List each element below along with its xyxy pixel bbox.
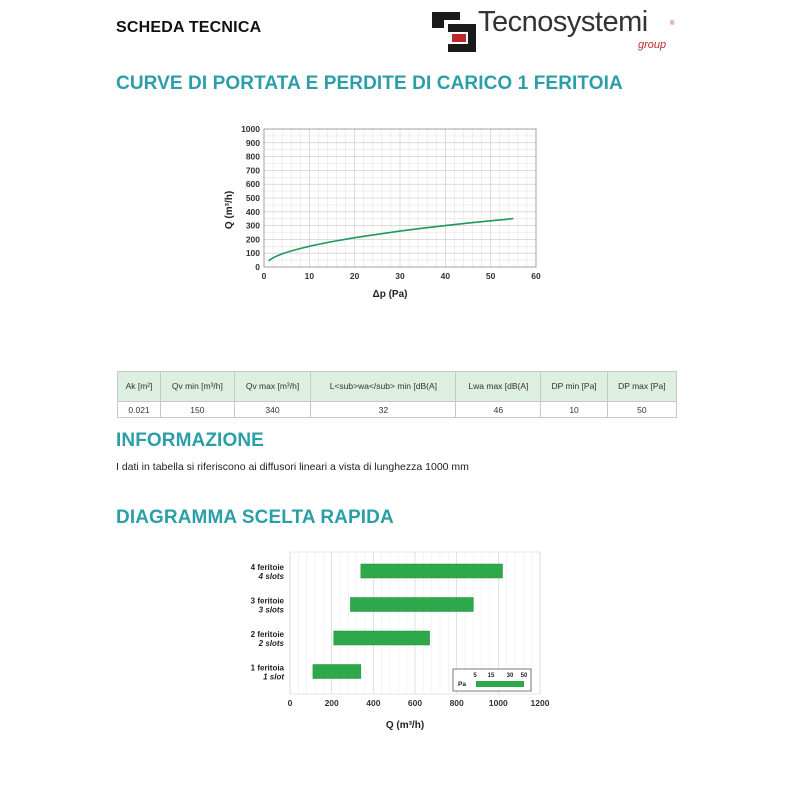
x-tick-label: 50 <box>485 271 496 281</box>
y-axis-label: Q (m³/h) <box>224 190 235 230</box>
y-tick-label: 700 <box>245 165 260 176</box>
document-label: SCHEDA TECNICA <box>116 19 262 36</box>
table-header-cell: DP min [Pa] <box>541 372 607 402</box>
range-bar <box>334 631 430 645</box>
category-label: 1 feritoia <box>250 663 284 673</box>
y-tick-label: 200 <box>245 234 260 245</box>
table-cell: 46 <box>456 402 541 418</box>
range-bar <box>350 598 473 612</box>
category-sublabel: 3 slots <box>258 605 284 615</box>
x-tick-label: 0 <box>261 271 267 281</box>
info-text: I dati in tabella si riferiscono ai diffusori lineari a vista di lunghezza 1000 mm <box>116 461 469 473</box>
brand-name: Tecnosystemi <box>478 6 648 38</box>
x-tick-label: 0 <box>287 698 293 708</box>
category-sublabel: 1 slot <box>263 672 284 682</box>
table-header-cell: Lwa max [dB(A] <box>456 372 541 402</box>
x-tick-label: 600 <box>407 698 423 708</box>
table-cell: 10 <box>541 402 607 418</box>
legend-tick-label: 15 <box>487 673 495 679</box>
x-tick-label: 800 <box>449 698 464 708</box>
category-label: 3 feritoie <box>250 596 284 606</box>
y-tick-label: 100 <box>245 248 260 259</box>
x-tick-label: 200 <box>324 698 339 708</box>
table-cell: 50 <box>607 402 676 418</box>
x-tick-label: 400 <box>366 698 381 708</box>
x-tick-label: 60 <box>531 271 541 281</box>
category-label: 2 feritoie <box>250 630 284 639</box>
table-header-cell: DP max [Pa] <box>607 372 676 402</box>
x-tick-label: 1200 <box>530 698 550 708</box>
legend-tick-label: 5 <box>473 673 477 679</box>
table-header-cell: Ak [m²] <box>118 372 161 402</box>
y-tick-label: 300 <box>245 220 260 231</box>
y-tick-label: 600 <box>245 179 260 190</box>
section-title-curves: CURVE DI PORTATA E PERDITE DI CARICO 1 FERITOIA <box>116 73 623 94</box>
category-sublabel: 2 slots <box>258 639 284 648</box>
quick-selection-chart <box>230 548 560 738</box>
y-tick-label: 1000 <box>241 124 260 134</box>
spec-table-header-row <box>118 372 677 402</box>
x-tick-label: 40 <box>440 271 451 281</box>
category-sublabel: 4 slots <box>258 572 284 581</box>
y-tick-label: 400 <box>245 206 260 217</box>
x-axis-label: Δp (Pa) <box>372 289 408 300</box>
legend-tick-label: 50 <box>520 673 528 679</box>
brand-group: group <box>638 39 667 51</box>
category-label: 4 feritoie <box>250 563 284 572</box>
table-cell: 340 <box>234 402 311 418</box>
range-bar <box>313 665 361 679</box>
section-title-info: INFORMAZIONE <box>116 430 264 451</box>
x-tick-label: 30 <box>395 271 405 281</box>
range-bar <box>361 564 503 578</box>
table-header-cell: Qv min [m³/h] <box>161 372 235 402</box>
table-header-cell: Qv max [m³/h] <box>234 372 311 402</box>
y-tick-label: 0 <box>255 262 260 272</box>
table-cell: 150 <box>161 402 235 418</box>
y-tick-label: 500 <box>245 193 260 203</box>
y-tick-label: 900 <box>245 137 260 148</box>
table-cell: 32 <box>311 402 456 418</box>
x-axis-label: Q (m³/h) <box>385 720 425 731</box>
x-tick-label: 10 <box>304 271 315 281</box>
table-row <box>118 402 677 418</box>
table-header-cell: L<sub>wa</sub> min [dB(A] <box>311 372 456 402</box>
x-tick-label: 1000 <box>488 698 508 708</box>
y-tick-label: 800 <box>245 151 260 162</box>
brand-registered-mark: ® <box>670 21 675 27</box>
spec-table <box>117 371 677 418</box>
legend-bar <box>476 681 524 687</box>
x-tick-label: 20 <box>349 271 360 281</box>
section-title-quick-chart: DIAGRAMMA SCELTA RAPIDA <box>116 507 394 528</box>
table-cell: 0.021 <box>118 402 161 418</box>
legend-unit: Pa <box>458 681 466 688</box>
legend-tick-label: 30 <box>506 673 514 679</box>
flow-pressure-chart <box>210 118 560 308</box>
